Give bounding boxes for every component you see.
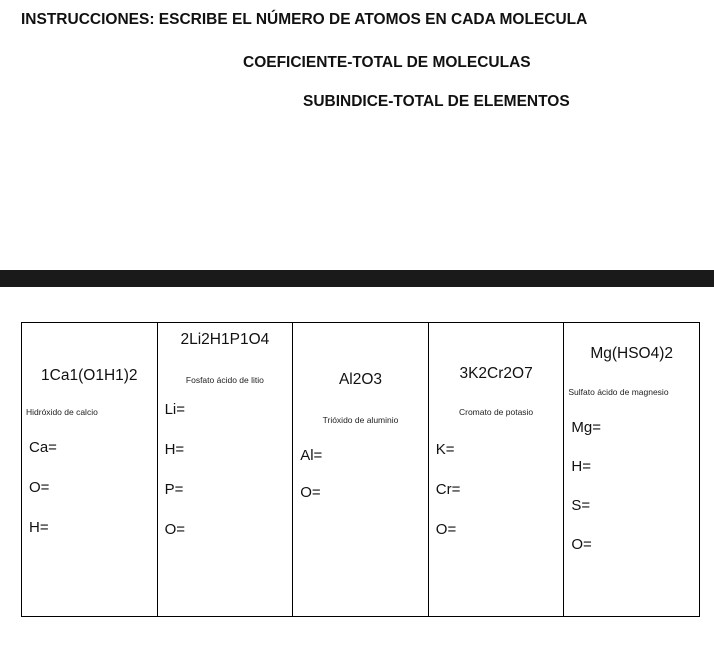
element-blank: O= (29, 479, 50, 496)
compound-name: Cromato de potasio (458, 407, 534, 417)
element-blank-list (29, 439, 157, 559)
compound-cell-lithium-acid-phosphate (157, 323, 293, 616)
compound-cell-potassium-chromate (428, 323, 564, 616)
compound-name: Fosfato ácido de litio (185, 375, 264, 385)
compound-name: Sulfato ácido de magnesio (568, 387, 669, 397)
element-blank: H= (164, 441, 185, 458)
compound-formula: 1Ca1(O1H1)2 (41, 367, 138, 384)
element-blank: K= (435, 441, 455, 458)
compound-formula: 3K2Cr2O7 (459, 365, 533, 382)
instructions-line-3: SUBINDICE-TOTAL DE ELEMENTOS (303, 93, 570, 110)
element-blank: H= (29, 519, 49, 536)
instructions-line-1: INSTRUCCIONES: ESCRIBE EL NÚMERO DE ATOMOS EN CADA MOLECULA (21, 11, 588, 28)
compound-cell-aluminium-trioxide (292, 323, 428, 616)
element-blank: O= (164, 521, 186, 538)
instructions-line-2: COEFICIENTE-TOTAL DE MOLECULAS (243, 54, 531, 71)
element-blank: Li= (164, 401, 186, 418)
compound-formula: Mg(HSO4)2 (590, 345, 674, 362)
element-blank: P= (164, 481, 184, 498)
element-blank-list (300, 447, 428, 521)
element-blank: Ca= (29, 439, 57, 456)
compound-name: Hidróxido de calcio (26, 407, 98, 417)
element-blank: O= (571, 536, 592, 553)
compound-cell-calcium-hydroxide (22, 323, 157, 616)
element-blank-list (165, 401, 293, 561)
compound-formula: 2Li2H1P1O4 (180, 331, 270, 348)
element-blank: S= (571, 497, 591, 514)
element-blank: Mg= (571, 419, 601, 436)
compound-formula: Al2O3 (338, 371, 383, 388)
element-blank: Al= (300, 447, 323, 464)
element-blank: O= (435, 521, 457, 538)
separator-bar (0, 270, 714, 287)
element-blank: Cr= (435, 481, 461, 498)
compound-cell-magnesium-acid-sulfate (563, 323, 699, 616)
molecules-table (21, 322, 700, 617)
element-blank-list (571, 419, 699, 575)
element-blank: O= (300, 484, 321, 501)
element-blank-list (436, 441, 564, 561)
element-blank: H= (571, 458, 591, 475)
compound-name: Trióxido de aluminio (322, 415, 399, 425)
